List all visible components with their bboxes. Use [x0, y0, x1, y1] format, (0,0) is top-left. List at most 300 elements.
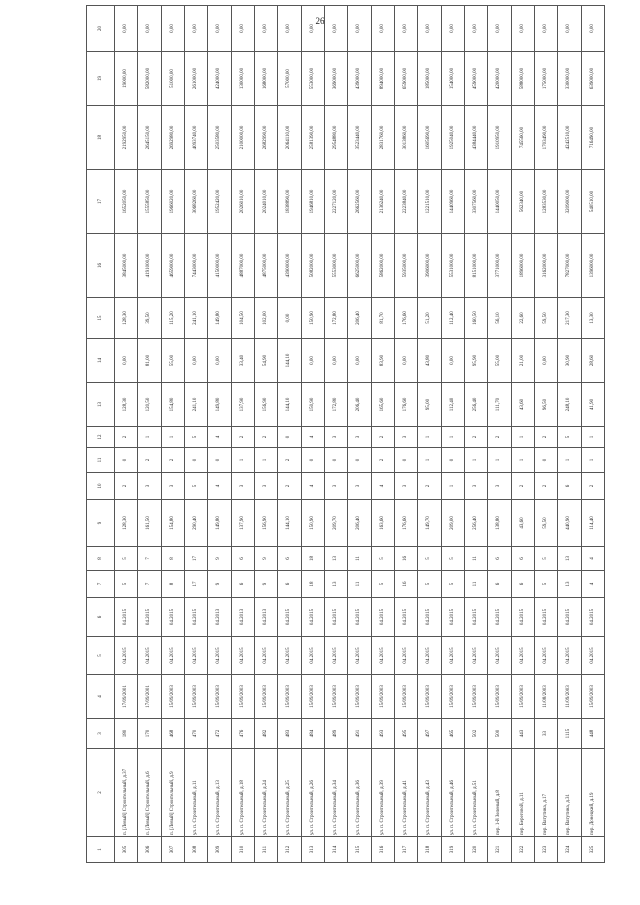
table-cell: 502	[464, 719, 487, 749]
table-cell: 43,60	[511, 383, 534, 427]
table-cell: 209,70	[324, 500, 347, 547]
table-cell: 307	[161, 837, 184, 863]
table-cell: 185000,00	[418, 52, 441, 106]
table-cell: 137,90	[231, 500, 254, 547]
table-row	[231, 6, 254, 863]
table-cell: 3523440,00	[348, 106, 371, 170]
table-cell: 3	[394, 473, 417, 500]
table-cell: 0,00	[534, 339, 557, 383]
table-cell: 1	[418, 448, 441, 473]
table-cell: 1	[511, 448, 534, 473]
table-cell: 13	[558, 571, 581, 598]
table-cell: 0,00	[348, 6, 371, 52]
table-cell: 17/09/2001	[138, 675, 161, 719]
table-cell: 112,40	[441, 383, 464, 427]
table-cell: 325	[581, 837, 604, 863]
table-row	[138, 6, 161, 863]
address-cell: ул. п. Строительный, д.24	[254, 749, 277, 837]
table-cell: 149,80	[208, 298, 231, 339]
table-cell: 0	[324, 448, 347, 473]
table-cell: 2	[278, 473, 301, 500]
table-cell: 41,90	[581, 383, 604, 427]
table-cell: 2227120,00	[324, 170, 347, 234]
table-row	[534, 6, 557, 863]
table-cell: 33	[534, 719, 557, 749]
table-cell: 15/09/2003	[301, 675, 324, 719]
table-cell: 468	[161, 719, 184, 749]
table-cell: 0	[278, 427, 301, 448]
table-cell: 4	[208, 473, 231, 500]
column-header: 19	[87, 52, 115, 106]
table-cell: 19000,00	[115, 52, 138, 106]
table-cell: 2	[534, 427, 557, 448]
table-cell: 1896000,00	[511, 234, 534, 298]
table-cell: 175000,00	[534, 52, 557, 106]
table-cell: 2831760,00	[371, 106, 394, 170]
table-row	[161, 6, 184, 863]
table-cell: 497	[418, 719, 441, 749]
table-cell: 309	[208, 837, 231, 863]
table-cell: 1396000,00	[581, 234, 604, 298]
table-cell: 1	[441, 473, 464, 500]
table-cell: 0,00	[441, 339, 464, 383]
address-cell: ул. п. Строительный, д.11	[184, 749, 207, 837]
table-cell: 500	[488, 719, 511, 749]
table-cell: 15/09/2003	[208, 675, 231, 719]
column-header: 16	[87, 234, 115, 298]
table-cell: 0	[348, 448, 371, 473]
table-cell: 11/08/2003	[534, 675, 557, 719]
table-cell: 112,40	[441, 298, 464, 339]
table-cell: 83,90	[371, 339, 394, 383]
table-cell: 472	[208, 719, 231, 749]
table-cell: 1	[558, 448, 581, 473]
table-cell: 04.2015	[581, 598, 604, 637]
table-cell: 2026010,00	[231, 170, 254, 234]
column-header: 10	[87, 473, 115, 500]
column-header: 20	[87, 6, 115, 52]
table-cell: 172,80	[324, 298, 347, 339]
table-cell: 745560,00	[511, 106, 534, 170]
table-cell: 154000,00	[441, 52, 464, 106]
table-cell: 57000,00	[278, 52, 301, 106]
table-cell: 319	[441, 837, 464, 863]
table-cell: 128,30	[115, 383, 138, 427]
table-cell: 562340,00	[511, 170, 534, 234]
table-cell: 3	[348, 473, 371, 500]
table-cell: 420000,00	[488, 52, 511, 106]
table-row	[394, 6, 417, 863]
table-cell: 7	[138, 571, 161, 598]
table-cell: 316	[371, 837, 394, 863]
table-cell: 0	[534, 448, 557, 473]
table-cell: 0,00	[324, 6, 347, 52]
table-cell: 114,40	[581, 500, 604, 547]
address-cell: ул. п. Строительный, д.41	[394, 749, 417, 837]
table-cell: 144,10	[278, 339, 301, 383]
table-cell: 5935000,00	[394, 234, 417, 298]
table-cell: 51000,00	[161, 52, 184, 106]
address-cell: п. [Левый] Строительный, д.9	[161, 749, 184, 837]
address-cell: ул. п. Строительный, д.18	[231, 749, 254, 837]
table-cell: 322	[511, 837, 534, 863]
table-cell: 156,90	[254, 500, 277, 547]
table-cell: 5	[418, 547, 441, 571]
table-cell: 330000,00	[558, 52, 581, 106]
table-cell: 163,60	[371, 500, 394, 547]
table-cell: 2954880,00	[324, 106, 347, 170]
table-cell: 4875000,00	[254, 234, 277, 298]
table-cell: 54,90	[254, 339, 277, 383]
table-cell: 15/09/2003	[324, 675, 347, 719]
table-cell: 1	[441, 427, 464, 448]
table-cell: 3	[488, 473, 511, 500]
address-cell: ул. п. Строительный, д.36	[348, 749, 371, 837]
table-cell: 8	[161, 571, 184, 598]
table-cell: 3	[324, 427, 347, 448]
table-cell: 2100000,00	[231, 106, 254, 170]
table-cell: 0	[441, 448, 464, 473]
table-cell: 1	[418, 427, 441, 448]
table-cell: 04.2015	[581, 637, 604, 675]
table-row	[558, 6, 581, 863]
table-cell: 15/09/2003	[278, 675, 301, 719]
table-cell: 6625000,00	[348, 234, 371, 298]
address-cell: ул. п. Строительный, д.39	[371, 749, 394, 837]
table-cell: 2	[418, 473, 441, 500]
table-row	[581, 6, 604, 863]
table-cell: 0	[208, 448, 231, 473]
table-cell: 15/09/2003	[511, 675, 534, 719]
column-header: 14	[87, 339, 115, 383]
data-table	[86, 5, 605, 863]
table-cell: 13	[324, 571, 347, 598]
table-cell: 55,00	[161, 339, 184, 383]
table-row	[254, 6, 277, 863]
table-cell: 493	[371, 719, 394, 749]
table-cell: 0,00	[581, 6, 604, 52]
table-cell: 2	[115, 427, 138, 448]
table-cell: 15/09/2003	[231, 675, 254, 719]
table-cell: 43,80	[418, 339, 441, 383]
table-cell: 11	[464, 571, 487, 598]
table-row	[208, 6, 231, 863]
table-cell: 0,00	[138, 6, 161, 52]
table-cell: 11/09/2003	[558, 675, 581, 719]
table-cell: 111,70	[488, 383, 511, 427]
table-cell: 495	[394, 719, 417, 749]
table-cell: 491	[348, 719, 371, 749]
table-cell: 8	[161, 547, 184, 571]
table-cell: 04.2015	[441, 637, 464, 675]
table-cell: 4	[581, 571, 604, 598]
table-cell: 120,50	[138, 383, 161, 427]
table-cell: 33,40	[231, 339, 254, 383]
table-cell: 439000,00	[348, 52, 371, 106]
table-cell: 0	[394, 448, 417, 473]
table-cell: 102,00	[254, 298, 277, 339]
table-cell: 04.2015	[558, 637, 581, 675]
table-cell: 2	[371, 427, 394, 448]
table-cell: 0,00	[208, 339, 231, 383]
table-cell: 9	[208, 547, 231, 571]
table-cell: 206,40	[348, 298, 371, 339]
column-header: 8	[87, 547, 115, 571]
table-cell: 15/09/2003	[464, 675, 487, 719]
table-cell: 28,60	[581, 339, 604, 383]
table-cell: 2	[464, 427, 487, 448]
table-cell: 1440050,00	[488, 170, 511, 234]
table-cell: 15/09/2003	[488, 675, 511, 719]
table-cell: 3068260,00	[184, 170, 207, 234]
column-header: 5	[87, 637, 115, 675]
table-cell: 04.2015	[161, 637, 184, 675]
address-cell: ул. п. Строительный, д.26	[301, 749, 324, 837]
address-cell: ул. п. Строительный, д.43	[418, 749, 441, 837]
table-cell: 56,10	[488, 298, 511, 339]
table-cell: 659000,00	[394, 52, 417, 106]
table-cell: 483	[278, 719, 301, 749]
address-cell: ул. п. Строительный, д.13	[208, 749, 231, 837]
column-header: 7	[87, 571, 115, 598]
table-row	[488, 6, 511, 863]
table-cell: 5	[534, 571, 557, 598]
table-cell: 11	[464, 547, 487, 571]
table-cell: 206,40	[348, 500, 371, 547]
column-header: 11	[87, 448, 115, 473]
table-cell: 1221510,00	[418, 170, 441, 234]
table-cell: 5	[184, 473, 207, 500]
table-cell: 6	[558, 473, 581, 500]
table-cell: 2	[138, 448, 161, 473]
table-cell: 2223840,00	[394, 170, 417, 234]
table-cell: 3307560,00	[464, 170, 487, 234]
table-cell: 1	[254, 448, 277, 473]
table-cell: 104,50	[231, 298, 254, 339]
table-cell: 2	[161, 448, 184, 473]
table-cell: 306	[138, 837, 161, 863]
table-cell: 0,00	[231, 6, 254, 52]
table-cell: 149,80	[208, 500, 231, 547]
table-cell: 3	[161, 473, 184, 500]
table-cell: 144,10	[278, 500, 301, 547]
table-cell: 324	[558, 837, 581, 863]
table-cell: 130000,00	[231, 52, 254, 106]
address-cell: пер. Донецкий, д.19	[581, 749, 604, 837]
table-cell: 369000,00	[324, 52, 347, 106]
table-cell: 0,00	[324, 339, 347, 383]
table-cell: 22,60	[511, 298, 534, 339]
table-cell: 3162000,00	[534, 234, 557, 298]
table-row	[278, 6, 301, 863]
table-cell: 5	[441, 547, 464, 571]
table-cell: 3209000,00	[558, 170, 581, 234]
table-cell: 6	[278, 547, 301, 571]
table-cell: 04.2015	[324, 637, 347, 675]
table-cell: 3013860,00	[394, 106, 417, 170]
table-cell: 16	[394, 547, 417, 571]
table-cell: 7	[138, 547, 161, 571]
table-cell: 2	[115, 473, 138, 500]
table-cell: 314	[324, 837, 347, 863]
table-cell: 1966020,00	[161, 170, 184, 234]
table-cell: 443	[511, 719, 534, 749]
table-cell: 04.2015	[115, 637, 138, 675]
table-cell: 0,00	[184, 339, 207, 383]
table-cell: 96,50	[534, 383, 557, 427]
table-cell: 15/09/2003	[184, 675, 207, 719]
column-header: 12	[87, 427, 115, 448]
address-cell: пер. Береговой, д.11	[511, 749, 534, 837]
table-cell: 5531000,00	[441, 234, 464, 298]
table-cell: 1	[231, 448, 254, 473]
table-cell: 3	[348, 427, 371, 448]
table-cell: 149,80	[208, 383, 231, 427]
table-cell: 540510,00	[581, 170, 604, 234]
table-cell: 639000,00	[581, 52, 604, 106]
table-cell: 459000,00	[464, 52, 487, 106]
table-cell: 04.2015	[371, 637, 394, 675]
table-cell: 04.2015	[208, 637, 231, 675]
table-container	[86, 24, 605, 863]
table-cell: 3845000,00	[115, 234, 138, 298]
column-header: 17	[87, 170, 115, 234]
page-number: 26	[315, 16, 325, 26]
table-cell: 482	[254, 719, 277, 749]
table-cell: 04.2015	[301, 637, 324, 675]
table-cell: 04.2015	[511, 637, 534, 675]
table-cell: 160,50	[464, 298, 487, 339]
column-header: 6	[87, 598, 115, 637]
table-cell: 4	[208, 427, 231, 448]
table-cell: 1703490,00	[534, 106, 557, 170]
table-cell: 1	[511, 427, 534, 448]
table-cell: 0,00	[511, 6, 534, 52]
table-cell: 313	[301, 837, 324, 863]
table-cell: 04.2015	[161, 598, 184, 637]
table-row	[301, 6, 324, 863]
table-cell: 0	[115, 448, 138, 473]
table-cell: 04.2015	[138, 637, 161, 675]
table-row	[348, 6, 371, 863]
table-cell: 04.2015	[231, 637, 254, 675]
table-row	[464, 6, 487, 863]
table-row	[441, 6, 464, 863]
table-cell: 6	[488, 571, 511, 598]
table-cell: 3906000,00	[418, 234, 441, 298]
table-cell: 1283530,00	[534, 170, 557, 234]
table-cell: 2662560,00	[348, 170, 371, 234]
table-cell: 2692980,00	[161, 106, 184, 170]
table-cell: 582000,00	[138, 52, 161, 106]
table-cell: 55,00	[488, 339, 511, 383]
table-cell: 04.2015	[488, 598, 511, 637]
table-cell: 4384440,00	[464, 106, 487, 170]
table-cell: 1605690,00	[418, 106, 441, 170]
table-cell: 2581390,00	[301, 106, 324, 170]
table-cell: 4	[301, 473, 324, 500]
table-body	[115, 6, 605, 863]
address-cell: п. [Левый] Строительный, д.6	[138, 749, 161, 837]
address-cell: ул. п. Строительный, д.46	[441, 749, 464, 837]
column-header: 13	[87, 383, 115, 427]
table-cell: 1	[581, 448, 604, 473]
table-cell: 4150000,00	[208, 234, 231, 298]
table-cell: 7443000,00	[184, 234, 207, 298]
table-cell: 4887000,00	[231, 234, 254, 298]
table-cell: 59,50	[534, 500, 557, 547]
table-cell: 1	[138, 427, 161, 448]
table-cell: 2	[371, 448, 394, 473]
table-cell: 3	[324, 473, 347, 500]
table-cell: 5	[115, 571, 138, 598]
table-cell: 128,30	[115, 500, 138, 547]
table-cell: 1	[464, 448, 487, 473]
table-cell: 11	[348, 547, 371, 571]
table-cell: 0,00	[115, 6, 138, 52]
table-cell: 04.2015	[418, 598, 441, 637]
table-cell: 04.2015	[371, 598, 394, 637]
table-cell: 2503580,00	[208, 106, 231, 170]
table-cell: 1925040,00	[441, 106, 464, 170]
table-cell: 04.2015	[348, 637, 371, 675]
table-cell: 3771000,00	[488, 234, 511, 298]
table-cell: 0,00	[208, 6, 231, 52]
table-header-row	[87, 6, 115, 863]
table-cell: 305	[115, 837, 138, 863]
table-cell: 3	[231, 473, 254, 500]
table-cell: 9	[208, 571, 231, 598]
table-cell: 3	[464, 473, 487, 500]
table-cell: 588000,00	[511, 52, 534, 106]
table-cell: 15/09/2003	[441, 675, 464, 719]
address-cell: пер. Ватутина, д.31	[558, 749, 581, 837]
table-cell: 4	[581, 547, 604, 571]
table-cell: 0,00	[418, 6, 441, 52]
table-cell: 9	[254, 547, 277, 571]
table-cell: 81,00	[138, 339, 161, 383]
table-cell: 11	[348, 571, 371, 598]
table-cell: 5	[184, 427, 207, 448]
table-cell: 0	[301, 448, 324, 473]
table-cell: 5	[371, 547, 394, 571]
table-cell: 489	[324, 719, 347, 749]
table-cell: 6	[231, 571, 254, 598]
table-cell: 484	[301, 719, 324, 749]
table-cell: 04.2015	[254, 637, 277, 675]
table-cell: 2	[254, 427, 277, 448]
table-cell: 1946810,00	[301, 170, 324, 234]
table-cell: 448	[581, 719, 604, 749]
table-cell: 168000,00	[254, 52, 277, 106]
table-cell: 241,10	[184, 383, 207, 427]
table-row	[418, 6, 441, 863]
table-cell: 0,00	[278, 298, 301, 339]
table-cell: 04.2015	[488, 637, 511, 675]
table-cell: 04.2015	[138, 598, 161, 637]
table-cell: 04.2015	[394, 598, 417, 637]
table-cell: 04.2015	[558, 598, 581, 637]
table-cell: 15/09/2003	[371, 675, 394, 719]
table-cell: 1	[488, 448, 511, 473]
column-header: 18	[87, 106, 115, 170]
table-cell: 4390000,00	[278, 234, 301, 298]
table-cell: 0,00	[394, 339, 417, 383]
column-header: 1	[87, 837, 115, 863]
table-cell: 170	[138, 719, 161, 749]
table-cell: 0,00	[115, 339, 138, 383]
table-cell: 16	[394, 571, 417, 598]
